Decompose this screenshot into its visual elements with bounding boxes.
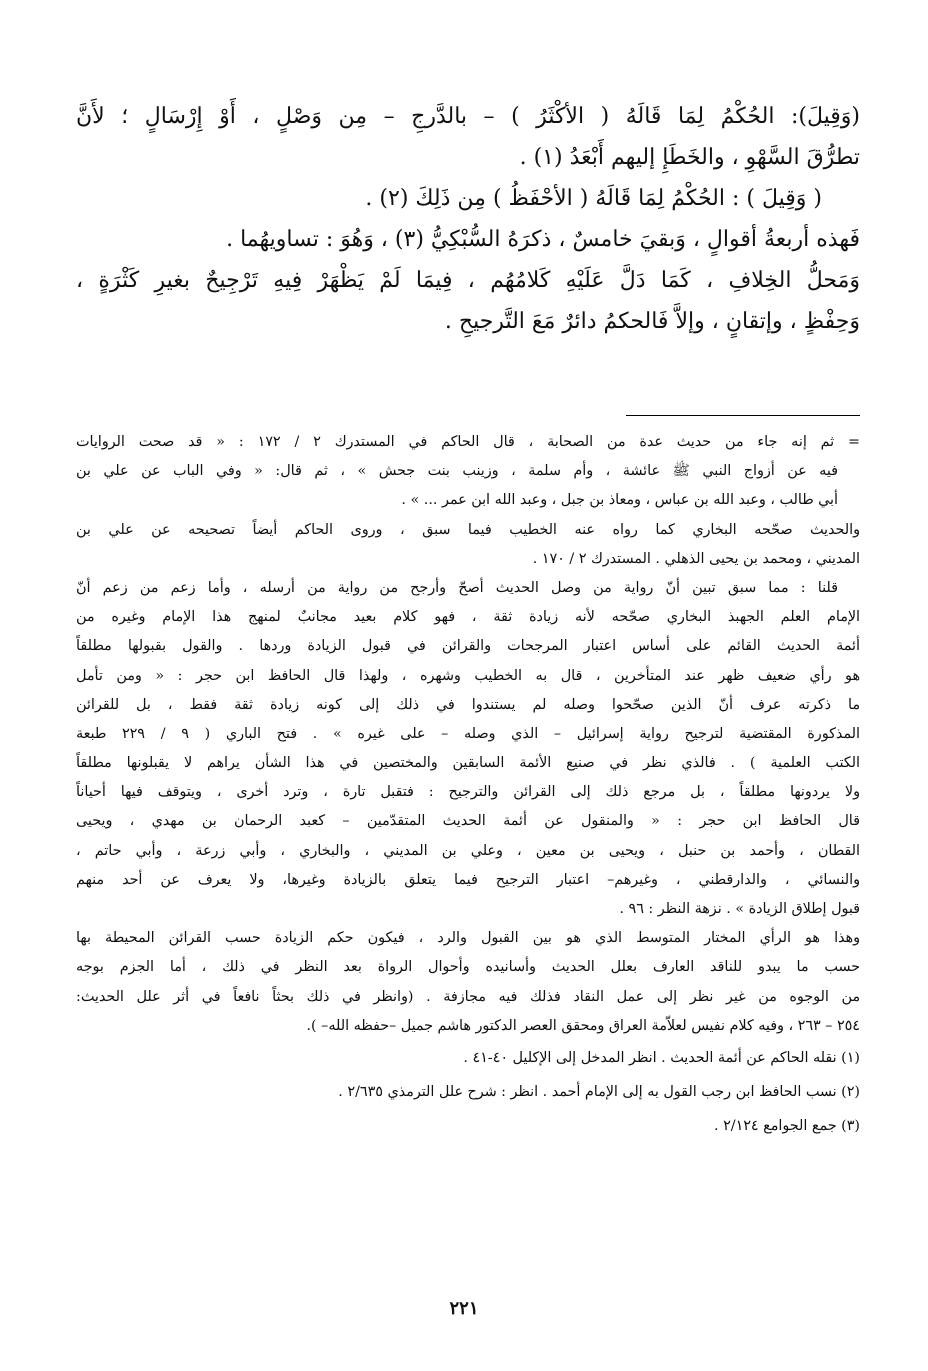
- note-line: ما ذكرته عرف أنّ الذين صحّحوا وصله لم يستندوا في ذلك إلى كونه زيادة ثقة فقط ، بل للقرائن: [76, 696, 860, 713]
- footnote-3: (٣) جمع الجوامع ٢/١٢٤ .: [713, 1117, 860, 1134]
- page-number: ٢٢١: [449, 1298, 479, 1319]
- note-line: ٢٥٤ – ٢٦٣ ، وفيه كلام نفيس لعلاّمة العراق ومحقق العصر الدكتور هاشم جميل –حفظه الله– ).: [306, 1017, 860, 1034]
- main-line: تطرُّقَ السَّهْوِ ، والخَطَإِ إليهم أَبْعَدُ (١) .: [519, 145, 860, 170]
- note-line: الكتب العلمية ) . فالذي نظر في صنيع الأئمة السابقين والمختصين في هذا الشأن يراهم لا يقبلونها مطلقاً: [76, 755, 860, 772]
- note-line: قلنا : مما سبق تبين أنّ رواية من وصل الحديث أصحّ وأرجح من رواية من أرسله ، وأما زعم من زعم أنّ: [76, 579, 838, 596]
- note-line: هو رأي ضعيف ظهر عند المتأخرين ، قال به الخطيب وشهره ، ولهذا قال الحافظ ابن حجر : « ومن تأمل: [76, 667, 860, 684]
- footnotes-section: [76, 428, 860, 1143]
- footnote-2: (٢) نسب الحافظ ابن رجب القول به إلى الإمام أحمد . انظر : شرح علل الترمذي ٢/٦٣٥ .: [338, 1083, 860, 1100]
- note-line: القطان ، وأحمد بن حنبل ، ويحيى بن معين ، وعلي بن المديني ، والبخاري ، وأبي زرعة ، وأبي حاتم ،: [76, 842, 860, 859]
- note-line: = ثم إنه جاء من حديث عدة من الصحابة ، قال الحاكم في المستدرك ٢ / ١٧٢ : « قد صحت الروايات: [76, 434, 860, 450]
- main-line: وَمَحلُّ الخِلافِ ، كَمَا دَلَّ عَلَيْهِ كَلامُهُم ، فِيمَا لَمْ يَظْهَرْ فِيهِ تَرْجِيحٌ بغيرِ كَثْرَةٍ ،: [76, 268, 860, 293]
- note-line: المذكورة المقتضية لترجيح رواية إسرائيل – الذي وصله – على غيره » . فتح الباري ( ٩ / ٢٢٩ طبعة: [76, 725, 860, 742]
- note-line: المديني ، ومحمد بن يحيى الذهلي . المستدرك ٢ / ١٧٠ .: [532, 550, 860, 567]
- main-line: (وَقِيلَ): الحُكْمُ لِمَا قَالَهُ ( الأكْثَرُ ) – بالدَّرجِ – مِن وَصْلٍ ، أَوْ إِرْسَالٍ ؛ لأَنَّ: [76, 104, 860, 129]
- main-line: فَهذه أربعةُ أقوالٍ ، وَبقيَ خامسٌ ، ذكرَهُ السُّبْكِيُّ (٣) ، وَهُوَ : تساويهُما .: [226, 227, 860, 252]
- note-line: الإمام العلم الجهبذ البخاري صحّحه لأنه زيادة ثقة ، فهو كلام بعيد مجانبٌ لمنهج هذا الإمام وغيره من: [76, 609, 860, 626]
- note-line: قال الحافظ ابن حجر : « والمنقول عن أئمة الحديث المتقدّمين – كعبد الرحمان بن مهدي ، ويحيى: [76, 813, 860, 830]
- note-line: وهذا هو الرأي المختار المتوسط الذي هو بين القبول والرد ، فيكون حكم الزيادة حسب القرائن المحيطة بها: [76, 930, 860, 947]
- note-line: ولا يردونها مطلقاً ، بل مرجع ذلك إلى القرائن والترجيح : فتقبل تارة ، وترد أخرى ، ويتوقف فيها أحياناً: [76, 784, 860, 801]
- note-line: أبي طالب ، وعبد الله بن عباس ، ومعاذ بن جبل ، وعبد الله ابن عمر ... » .: [401, 492, 838, 509]
- main-line: وَحِفْظٍ ، وإتقانٍ ، وإلاَّ فَالحكمُ دائرٌ مَعَ التَّرجيحِ .: [444, 309, 860, 334]
- main-line: ( وَقِيلَ ) : الحُكْمُ لِمَا قَالَهُ ( الأحْفَظُ ) مِن ذَلِكَ (٢) .: [365, 186, 822, 211]
- footnote-1: (١) نقله الحاكم عن أئمة الحديث . انظر المدخل إلى الإكليل ٤٠-٤١ .: [463, 1049, 860, 1066]
- main-text: [76, 96, 860, 342]
- footnote-separator: [626, 415, 860, 416]
- note-line: والحديث صحّحه البخاري كما رواه عنه الخطيب فيما سبق ، وروى الحاكم أيضاً تصحيحه عن علي بن: [76, 521, 860, 538]
- note-line: قبول إطلاق الزيادة » . نزهة النظر : ٩٦ .: [619, 901, 860, 917]
- note-line: والنسائي ، والدارقطني ، وغيرهم– اعتبار الترجيح فيما يتعلق بالزيادة وغيرها، ولا يعرف عن أحد منهم: [76, 871, 860, 888]
- note-line: فيه عن أزواج النبي ﷺ عائشة ، وأم سلمة ، وزينب بنت جحش » ، ثم قال: « وفي الباب عن علي بن: [76, 463, 838, 480]
- note-line: حسب ما يبدو للناقد العارف بعلل الحديث وأسانيده وأحوال الرواة بعد النظر في ذلك ، أما الجزم بوجه: [76, 959, 860, 976]
- note-line: أئمة الحديث القائم على أساس اعتبار المرجحات والقرائن في قبول الزيادة وردها . والقول بقبولها مطلقاً: [76, 638, 860, 655]
- note-line: من الوجوه من غير نظر إلى عمل النقاد فذلك فيه مجازفة . (وانظر في ذلك بحثاً نافعاً في أثر علل الحديث:: [76, 988, 860, 1005]
